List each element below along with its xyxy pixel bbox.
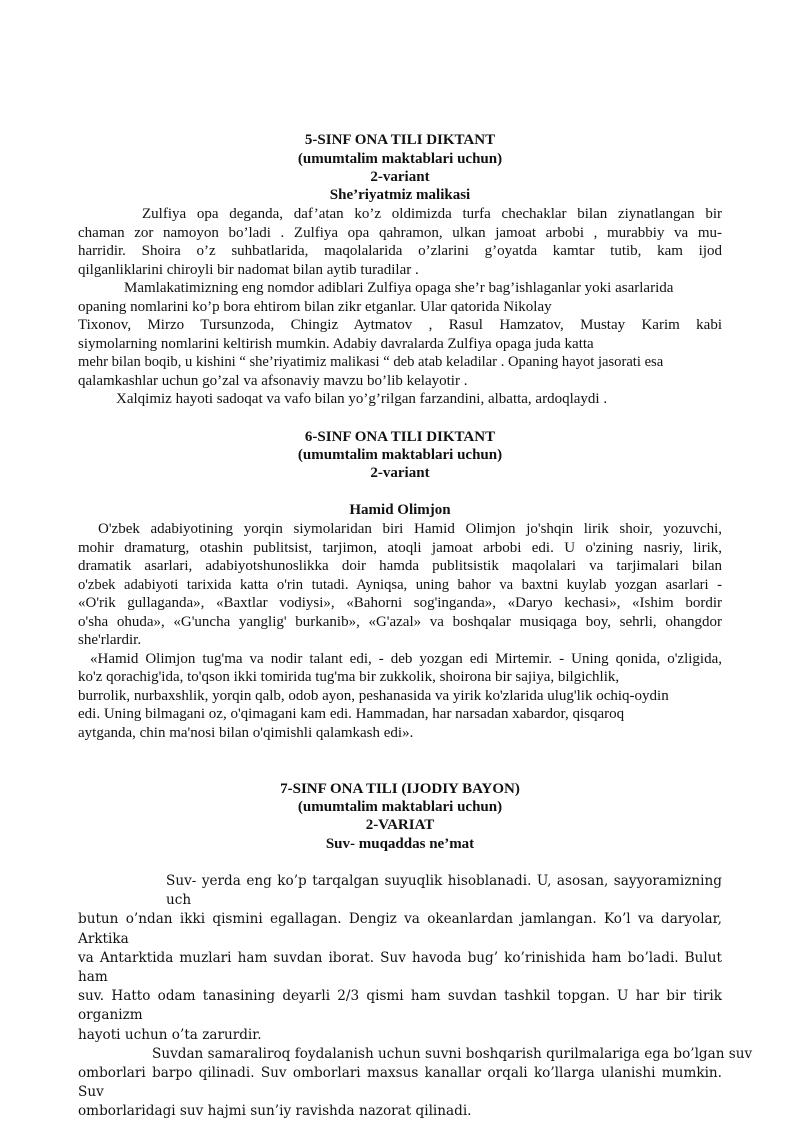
text-line: Tixonov, Mirzo Tursunzoda, Chingiz Aytmatov , Rasul Hamzatov, Mustay Karim kabi [78,317,722,333]
section1-body [78,205,722,409]
text-line: siymolarning nomlarini keltirish mumkin. Adabiy davralarda Zulfiya opaga juda katta [78,335,594,352]
section1-title: 5-SINF ONA TILI DIKTANT [304,132,496,148]
section2-title: 6-SINF ONA TILI DIKTANT [304,429,496,445]
text-line: ko'z qorachig'ida, to'qson ikki tomirida tug'ma bir zukkolik, shoirona bir sajiya, bilgichlik, [78,669,620,685]
text-line: o'sha ohuda», «G'uncha yanglig' burkanib», «G'azal» va boshqalar musiqaga boy, sehrli, ohangdor [78,613,722,630]
text-line: edi. Uning bilmagani oz, o'qimagani kam edi. Hammadan, har narsadan xabardor, qisqaroq [78,706,625,722]
section2-body [78,520,722,742]
text-line: suv. Hatto odam tanasining deyarli 2/3 qismi ham suvdan tashkil topgan. U har bir tirik organizm [78,988,722,1024]
text-line: o'zbek adabiyoti tarixida katta o'rin tutadi. Ayniqsa, uning bahor va baxtni kuylab yozgan asarlari - [78,576,722,593]
text-line: chaman zor namoyon bo’ladi . Zulfiya opa qahramon, ulkan jamoat arbobi , murabbiy va mu- [78,224,722,241]
section1-variant: 2-variant [370,169,430,185]
text-line: qalamkashlar uchun go’zal va afsonaviy mavzu bo’lib kelayotir . [78,372,468,389]
text-line: harridir. Shoira o’z suhbatlarida, maqolalarida o’zlarini g’oyatda kamtar tutib, kam ijod [78,243,722,259]
text-line: «O'rik gullaganda», «Baxtlar vodiysi», «Bahorni sog'inganda», «Daryo kechasi», «Ishim bordir [78,595,722,611]
section2-variant: 2-variant [370,465,430,481]
section2-subtitle: (umumtalim maktablari uchun) [297,447,503,463]
text-line: Zulfiya opa deganda, daf’atan ko’z oldimizda turfa chechaklar bilan ziynatlangan bir [142,206,722,222]
text-line: Xalqimiz hayoti sadoqat va vafo bilan yo’g’rilgan farzandini, albatta, ardoqlaydi . [116,391,608,407]
section3-body [78,872,753,1122]
text-line: dramatik asarlari, adabiyotshunoslikka doir hamda publitsistik maqolalari va tarjimalari bilan [78,558,722,574]
text-line: va Antarktida muzlari ham suvdan iborat. Suv havoda bug’ ko’rinishida ham bo’ladi. Bulut ham [78,949,722,986]
section1-subtitle: (umumtalim maktablari uchun) [297,151,503,167]
text-line: aytganda, chin ma'nosi bilan o'qimishli qalamkash edi». [78,724,414,741]
text-line: she'rlardir. [78,632,142,648]
text-line: qilganliklarini chiroyli bir nadomat bilan aytib turadilar . [78,261,419,278]
text-line: opaning nomlarini ko’p bora ehtirom bilan zikr etganlar. Ular qatorida Nikolay [78,298,552,315]
section3-title: 7-SINF ONA TILI (IJODIY BAYON) [280,781,520,797]
text-line: «Hamid Olimjon tug'ma va nodir talant edi, - deb yozgan edi Mirtemir. - Uning qonida, o'zligida, [90,650,722,667]
section3-heading: Suv- muqaddas ne’mat [325,836,475,852]
text-line: burrolik, nurbaxshlik, yorqin qalb, odob ayon, peshanasida va yirik ko'zlarida ulug'lik ochiq-oydin [78,687,669,704]
section3-variant: 2-VARIAT [365,817,435,833]
text-line: omborlaridagi suv hajmi sun’iy ravishda nazorat qilinadi. [78,1103,472,1120]
text-line: Suv- yerda eng ko’p tarqalgan suyuqlik hisoblanadi. U, asosan, sayyoramizning uch [166,873,722,909]
section3-subtitle: (umumtalim maktablari uchun) [297,799,503,815]
section1-heading: She’riyatmiz malikasi [329,187,471,203]
text-line: mohir dramaturg, otashin publitsist, tarjimon, atoqli jamoat arbobi edi. U o'zining nasriy, lirik, [78,539,722,556]
text-line: Mamlakatimizning eng nomdor adiblari Zulfiya opaga she’r bag’ishlaganlar yoki asarlarida [124,280,674,296]
section2-heading: Hamid Olimjon [349,502,451,518]
text-line: Suvdan samaraliroq foydalanish uchun suvni boshqarish qurilmalariga ega bo’lgan suv [152,1045,753,1062]
text-line: hayoti uchun o’ta zarurdir. [78,1026,262,1043]
text-line: omborlari barpo qilinadi. Suv omborlari maxsus kanallar orqali ko’llarga ulanishi mumkin. Suv [78,1065,722,1101]
text-line: butun o’ndan ikki qismini egallagan. Dengiz va okeanlardan jamlangan. Ko’l va daryolar, Arktika [78,911,722,947]
text-line: mehr bilan boqib, u kishini “ she’riyatimiz malikasi “ deb atab keladilar . Opaning hayot jasorati esa [78,354,664,370]
text-line: O'zbek adabiyotining yorqin siymolaridan biri Hamid Olimjon jo'shqin lirik shoir, yozuvchi, [98,521,722,537]
